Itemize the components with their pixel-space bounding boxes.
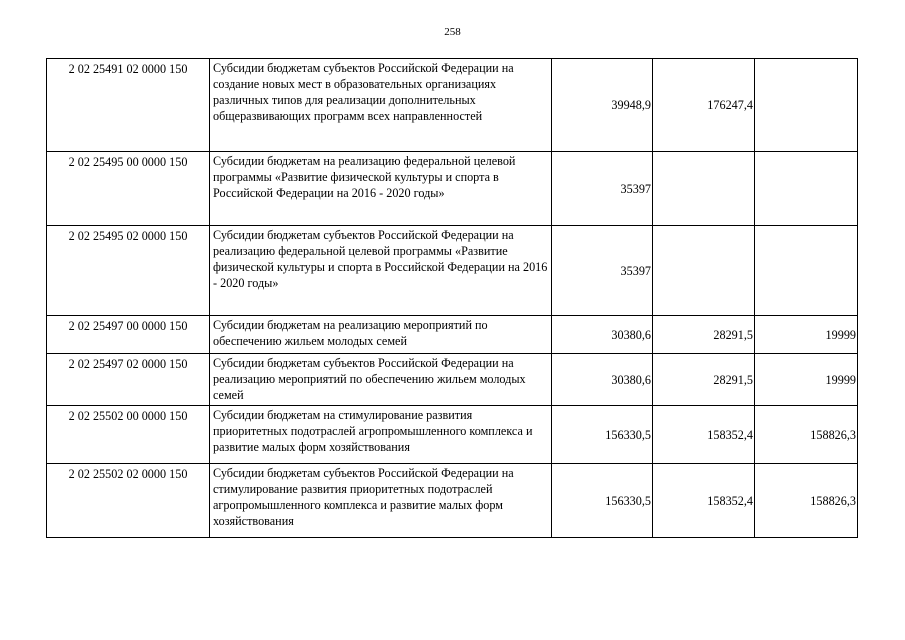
amount-year3-cell [755, 152, 858, 226]
amount-year2-cell: 158352,4 [653, 406, 755, 464]
table-row [47, 406, 858, 464]
description-cell: Субсидии бюджетам на стимулирование развития приоритетных подотраслей агропромышленного комплекса и развитие малых форм хозяйствования [210, 406, 552, 464]
budget-code-cell: 2 02 25495 00 0000 150 [47, 152, 210, 226]
table-row [47, 59, 858, 152]
amount-year1-cell: 39948,9 [552, 59, 653, 152]
amount-year2-cell: 158352,4 [653, 464, 755, 538]
amount-year1-cell: 156330,5 [552, 406, 653, 464]
description-cell: Субсидии бюджетам субъектов Российской Федерации на стимулирование развития приоритетных подотраслей агропромышленного комплекса и развитие малых форм хозяйствования [210, 464, 552, 538]
table-row [47, 354, 858, 406]
budget-revenue-table [46, 58, 858, 538]
amount-year2-cell: 28291,5 [653, 316, 755, 354]
budget-code-cell: 2 02 25502 00 0000 150 [47, 406, 210, 464]
amount-year3-cell [755, 59, 858, 152]
description-cell: Субсидии бюджетам субъектов Российской Федерации на реализацию федеральной целевой программы «Развитие физической культуры и спорта в Российской Федерации на 2016 - 2020 годы» [210, 226, 552, 316]
budget-code-cell: 2 02 25502 02 0000 150 [47, 464, 210, 538]
table-row [47, 226, 858, 316]
page-number: 258 [444, 26, 461, 38]
amount-year1-cell: 35397 [552, 152, 653, 226]
amount-year1-cell: 30380,6 [552, 354, 653, 406]
description-cell: Субсидии бюджетам на реализацию федеральной целевой программы «Развитие физической культуры и спорта в Российской Федерации на 2016 - 2020 годы» [210, 152, 552, 226]
table-row [47, 464, 858, 538]
amount-year3-cell: 19999 [755, 316, 858, 354]
description-cell: Субсидии бюджетам субъектов Российской Федерации на создание новых мест в образовательных организациях различных типов для реализации дополнительных общеразвивающих программ всех направленностей [210, 59, 552, 152]
amount-year3-cell: 158826,3 [755, 406, 858, 464]
amount-year3-cell: 158826,3 [755, 464, 858, 538]
amount-year2-cell: 176247,4 [653, 59, 755, 152]
amount-year2-cell: 28291,5 [653, 354, 755, 406]
table-row [47, 152, 858, 226]
budget-code-cell: 2 02 25497 00 0000 150 [47, 316, 210, 354]
amount-year1-cell: 156330,5 [552, 464, 653, 538]
budget-code-cell: 2 02 25495 02 0000 150 [47, 226, 210, 316]
budget-code-cell: 2 02 25497 02 0000 150 [47, 354, 210, 406]
amount-year2-cell [653, 152, 755, 226]
table-row [47, 316, 858, 354]
amount-year3-cell [755, 226, 858, 316]
amount-year3-cell: 19999 [755, 354, 858, 406]
budget-code-cell: 2 02 25491 02 0000 150 [47, 59, 210, 152]
amount-year1-cell: 30380,6 [552, 316, 653, 354]
amount-year2-cell [653, 226, 755, 316]
description-cell: Субсидии бюджетам субъектов Российской Федерации на реализацию мероприятий по обеспечению жильем молодых семей [210, 354, 552, 406]
description-cell: Субсидии бюджетам на реализацию мероприятий по обеспечению жильем молодых семей [210, 316, 552, 354]
amount-year1-cell: 35397 [552, 226, 653, 316]
